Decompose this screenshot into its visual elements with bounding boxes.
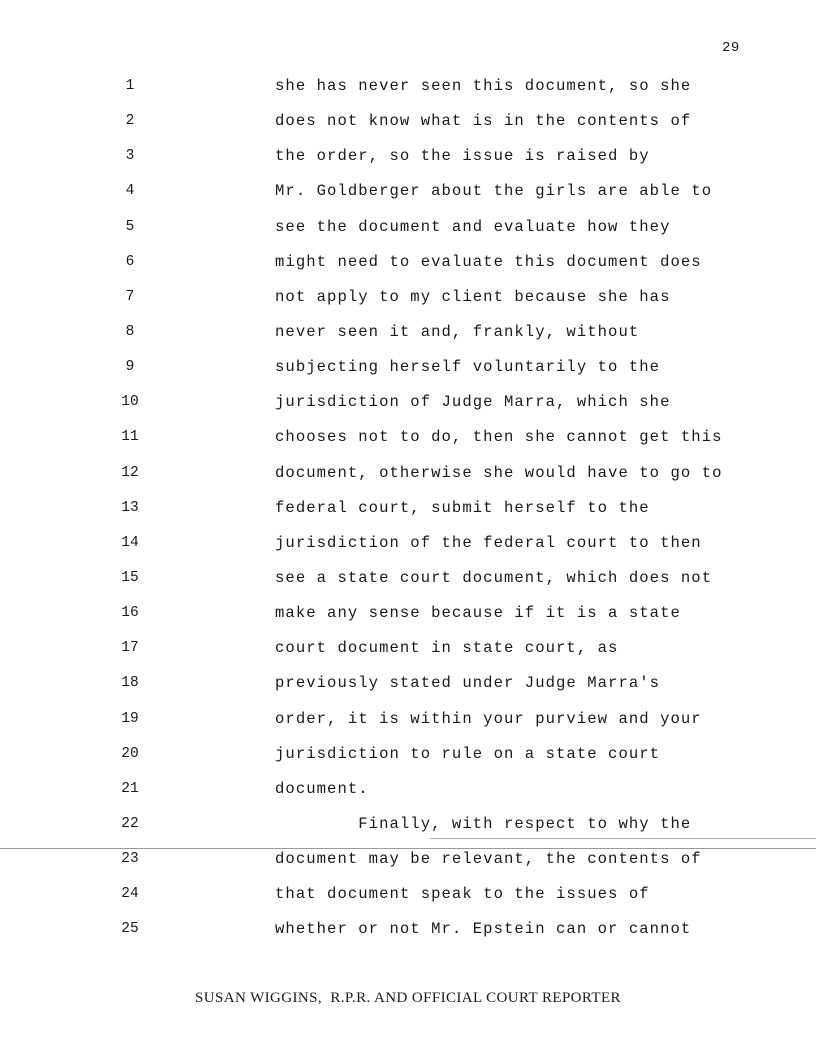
line-number: 9	[125, 359, 135, 376]
line-text: might need to evaluate this document does	[275, 252, 702, 271]
line-number: 12	[121, 464, 139, 481]
reporter-footer: SUSAN WIGGINS, R.P.R. AND OFFICIAL COURT REPORTER	[195, 990, 621, 1006]
line-text: order, it is within your purview and your	[275, 709, 702, 728]
transcript-line	[0, 390, 816, 425]
page-number: 29	[722, 40, 740, 56]
line-number: 10	[121, 394, 139, 411]
line-text: whether or not Mr. Epstein can or cannot	[275, 920, 692, 939]
line-number: 6	[125, 253, 135, 270]
line-number: 4	[125, 183, 135, 200]
line-number: 20	[121, 745, 139, 762]
line-number: 5	[125, 218, 135, 235]
line-text: does not know what is in the contents of	[275, 112, 692, 131]
transcript-line	[0, 496, 816, 531]
transcript-line	[0, 777, 816, 812]
transcript-line	[0, 285, 816, 320]
line-text: Mr. Goldberger about the girls are able to	[275, 182, 713, 201]
transcript-line	[0, 320, 816, 355]
line-text: document, otherwise she would have to go to	[275, 463, 723, 482]
transcript-line	[0, 566, 816, 601]
line-text: previously stated under Judge Marra's	[275, 674, 661, 693]
line-text: document.	[275, 779, 369, 798]
line-text: court document in state court, as	[275, 639, 619, 658]
transcript-line	[0, 531, 816, 566]
line-number: 13	[121, 499, 139, 516]
line-number: 17	[121, 640, 139, 657]
transcript-line	[0, 707, 816, 742]
line-text: subjecting herself voluntarily to the	[275, 358, 661, 377]
transcript-lines	[0, 74, 816, 953]
line-number: 22	[121, 815, 139, 832]
transcript-line	[0, 179, 816, 214]
line-number: 25	[121, 921, 139, 938]
line-text: federal court, submit herself to the	[275, 498, 650, 517]
line-number: 23	[121, 851, 139, 868]
transcript-line	[0, 215, 816, 250]
transcript-line	[0, 250, 816, 285]
line-text: the order, so the issue is raised by	[275, 147, 650, 166]
line-number: 11	[121, 429, 139, 446]
line-text: Finally, with respect to why the	[275, 814, 692, 833]
line-number: 8	[125, 323, 135, 340]
line-text: jurisdiction of the federal court to then	[275, 533, 702, 552]
line-number: 19	[121, 710, 139, 727]
line-number: 21	[121, 780, 139, 797]
line-number: 24	[121, 886, 139, 903]
transcript-line	[0, 109, 816, 144]
transcript-line	[0, 636, 816, 671]
transcript-line	[0, 917, 816, 952]
transcript-line	[0, 601, 816, 636]
line-number: 15	[121, 569, 139, 586]
transcript-line	[0, 812, 816, 847]
line-number: 14	[121, 534, 139, 551]
line-text: document may be relevant, the contents of	[275, 850, 702, 869]
transcript-line	[0, 425, 816, 460]
line-text: she has never seen this document, so she	[275, 77, 692, 95]
line-text: see a state court document, which does not	[275, 568, 713, 587]
line-text: chooses not to do, then she cannot get this	[275, 428, 723, 447]
transcript-line	[0, 144, 816, 179]
line-number: 7	[125, 288, 135, 305]
line-text: jurisdiction to rule on a state court	[275, 744, 661, 763]
line-text: see the document and evaluate how they	[275, 217, 671, 236]
transcript-line	[0, 74, 816, 109]
line-number: 3	[125, 148, 135, 165]
transcript-line	[0, 742, 816, 777]
line-number: 18	[121, 675, 139, 692]
line-number: 16	[121, 605, 139, 622]
line-text: never seen it and, frankly, without	[275, 322, 640, 341]
transcript-line	[0, 671, 816, 706]
transcript-line	[0, 355, 816, 390]
line-text: make any sense because if it is a state	[275, 604, 681, 623]
line-number: 1	[125, 78, 135, 94]
line-text: jurisdiction of Judge Marra, which she	[275, 393, 671, 412]
line-number: 2	[125, 113, 135, 130]
transcript-line	[0, 461, 816, 496]
line-text: not apply to my client because she has	[275, 287, 671, 306]
transcript-line	[0, 847, 816, 882]
transcript-line	[0, 882, 816, 917]
line-text: that document speak to the issues of	[275, 885, 650, 904]
